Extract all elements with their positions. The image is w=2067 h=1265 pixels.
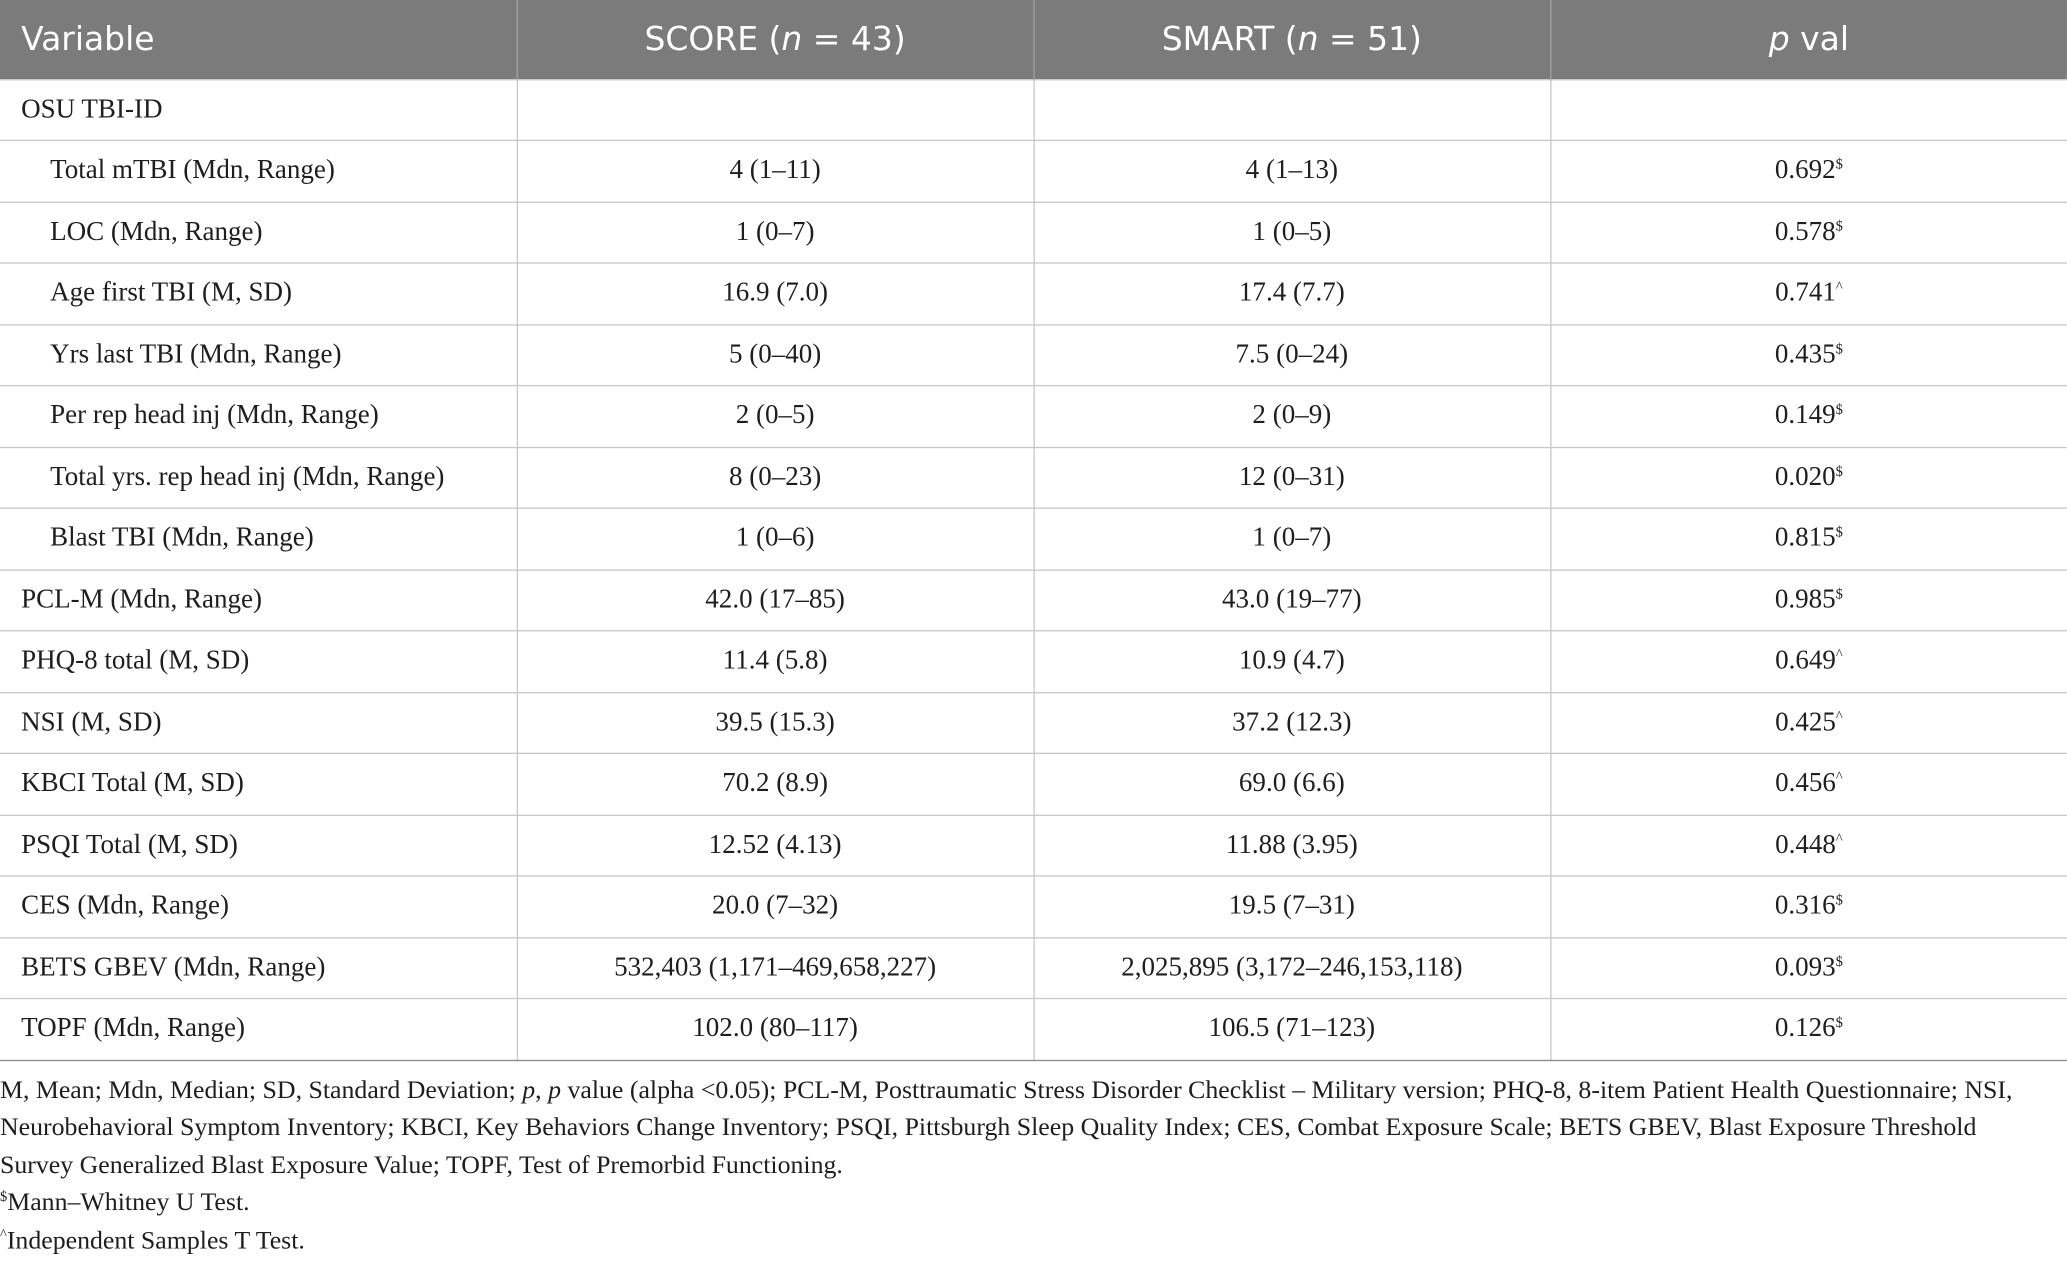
cell-variable: Total yrs. rep head inj (Mdn, Range) [0,447,517,508]
pval-value: 0.985 [1774,584,1836,614]
pval-mark: ^ [1835,279,1843,296]
cell-score: 1 (0–6) [517,508,1034,569]
cell-pval [1550,79,2067,140]
pval-mark: ^ [1835,831,1843,848]
cell-score: 102.0 (80–117) [517,999,1034,1060]
cell-variable: CES (Mdn, Range) [0,876,517,937]
cell-pval [1550,569,2067,630]
cell-score: 4 (1–11) [517,140,1034,201]
table-body [0,79,2067,1060]
table-row [0,753,2067,814]
table-row [0,79,2067,140]
cell-score: 16.9 (7.0) [517,263,1034,324]
pval-value: 0.425 [1775,707,1836,737]
cell-smart: 4 (1–13) [1033,140,1550,201]
cell-smart [1033,79,1550,140]
header-score-name: SCORE ( [644,20,782,59]
cell-variable: LOC (Mdn, Range) [0,202,517,263]
cell-smart: 1 (0–7) [1033,508,1550,569]
pval-mark: ^ [1835,647,1843,664]
cell-score: 70.2 (8.9) [517,753,1034,814]
table-row [0,876,2067,937]
cell-score: 20.0 (7–32) [517,876,1034,937]
t-test-text: Independent Samples T Test. [6,1226,305,1255]
pval-value: 0.316 [1774,891,1836,921]
cell-score: 532,403 (1,171–469,658,227) [517,937,1034,998]
pval-value: 0.093 [1774,952,1836,982]
pval-mark: $ [1835,402,1843,419]
cell-smart: 43.0 (19–77) [1033,569,1550,630]
table-row [0,447,2067,508]
abbrev-comma: , [535,1076,549,1104]
pval-value: 0.815 [1774,523,1836,553]
cell-score: 12.52 (4.13) [517,815,1034,876]
cell-pval [1550,324,2067,385]
table-row [0,692,2067,753]
cell-smart: 2 (0–9) [1033,386,1550,447]
t-test-note [0,1223,2054,1261]
cell-smart: 12 (0–31) [1033,447,1550,508]
pval-mark: ^ [1835,770,1843,786]
cell-pval [1550,386,2067,447]
table-row [0,386,2067,447]
header-score-count: = 43) [802,20,906,59]
abbreviations-note [0,1072,2054,1185]
cell-smart: 69.0 (6.6) [1033,753,1550,814]
cell-variable: Yrs last TBI (Mdn, Range) [0,324,517,385]
cell-smart: 1 (0–5) [1033,202,1550,263]
pval-mark: ^ [1835,708,1843,725]
cell-pval [1550,631,2067,692]
cell-variable: PSQI Total (M, SD) [0,815,517,876]
table-row [0,263,2067,324]
table-row [0,324,2067,385]
pval-mark: $ [1835,524,1843,541]
cell-pval [1550,753,2067,814]
cell-smart: 10.9 (4.7) [1033,631,1550,692]
cell-score: 42.0 (17–85) [517,569,1034,630]
cell-variable: Per rep head inj (Mdn, Range) [0,386,517,447]
table-row [0,999,2067,1060]
cell-variable: PCL-M (Mdn, Range) [0,569,517,630]
abbrev-p-1: p [522,1076,536,1104]
pval-value: 0.741 [1775,278,1836,308]
cell-smart: 37.2 (12.3) [1033,692,1550,753]
pval-value: 0.649 [1775,646,1836,676]
header-row [0,0,2067,79]
t-test-mark: ^ [0,1226,7,1243]
cell-score: 5 (0–40) [517,324,1034,385]
cell-smart: 17.4 (7.7) [1033,263,1550,324]
mann-whitney-note [0,1185,2054,1223]
header-score-n: n [781,20,803,59]
header-pval [1550,0,2067,79]
pval-mark: $ [1835,463,1843,480]
cell-variable: Age first TBI (M, SD) [0,263,517,324]
cell-score: 8 (0–23) [517,447,1034,508]
cell-pval [1550,263,2067,324]
table-footnotes [0,1060,2067,1260]
cell-pval [1550,692,2067,753]
cell-pval [1550,999,2067,1060]
pval-mark: $ [1835,954,1843,970]
cell-score: 11.4 (5.8) [517,631,1034,692]
pval-mark: $ [1835,157,1843,174]
cell-variable: PHQ-8 total (M, SD) [0,631,517,692]
cell-pval [1550,937,2067,998]
cell-variable: Blast TBI (Mdn, Range) [0,508,517,569]
pval-mark: $ [1835,586,1843,603]
pval-value: 0.149 [1774,401,1836,431]
abbrev-text-1: M, Mean; Mdn, Median; SD, Standard Deviation; [0,1076,523,1104]
cell-smart: 19.5 (7–31) [1033,876,1550,937]
pval-value: 0.578 [1774,217,1836,247]
table-row [0,937,2067,998]
cell-variable: TOPF (Mdn, Range) [0,999,517,1060]
cell-pval [1550,815,2067,876]
header-variable [0,0,517,79]
header-smart-name: SMART ( [1161,20,1298,59]
table-row [0,202,2067,263]
header-pval-rest: val [1789,20,1850,59]
pval-value: 0.126 [1774,1014,1836,1044]
pval-mark: $ [1835,218,1843,235]
mann-whitney-text: Mann–Whitney U Test. [7,1189,250,1217]
pval-value: 0.020 [1774,462,1836,492]
pval-mark: $ [1835,341,1843,357]
cell-smart: 106.5 (71–123) [1033,999,1550,1060]
cell-variable: KBCI Total (M, SD) [0,753,517,814]
pval-value: 0.456 [1775,768,1836,798]
cell-pval [1550,508,2067,569]
table-row [0,631,2067,692]
cell-pval [1550,140,2067,201]
cell-score: 39.5 (15.3) [517,692,1034,753]
header-smart-n: n [1297,20,1319,59]
cell-score: 1 (0–7) [517,202,1034,263]
header-smart [1033,0,1550,79]
cell-score: 2 (0–5) [517,386,1034,447]
cell-smart: 11.88 (3.95) [1033,815,1550,876]
cell-variable: NSI (M, SD) [0,692,517,753]
cell-variable: OSU TBI-ID [0,79,517,140]
table-row [0,815,2067,876]
cell-pval [1550,202,2067,263]
abbrev-text-2: value (alpha <0.05); PCL-M, Posttraumatic Stress Disorder Checklist – Military version; PHQ-8, 8-item Patient Health Questionnaire; NSI, Neurobehavioral Symptom Inventory; KBCI, Key Behaviors Change Inventory; PSQI, Pittsburgh Sleep Quality Index; CES, Combat Exposure Scale; BETS GBEV, Blast Exposure Threshold Survey Generalized Blast Exposure Value; TOPF, Test of Premorbid Functioning. [0,1076,2013,1180]
mann-whitney-mark: $ [0,1189,8,1205]
cell-pval [1550,876,2067,937]
pval-value: 0.435 [1774,339,1836,369]
header-score [517,0,1034,79]
table-row [0,140,2067,201]
header-pval-p: p [1768,20,1790,59]
header-smart-count: = 51) [1318,20,1422,59]
abbrev-p-2: p [548,1076,561,1104]
header-variable-label: Variable [21,20,155,59]
cell-pval [1550,447,2067,508]
pval-value: 0.448 [1775,830,1836,860]
table-header [0,0,2067,79]
cell-smart: 2,025,895 (3,172–246,153,118) [1033,937,1550,998]
pval-mark: $ [1835,892,1843,909]
cell-variable: Total mTBI (Mdn, Range) [0,140,517,201]
pval-value: 0.692 [1774,155,1836,185]
cell-smart: 7.5 (0–24) [1033,324,1550,385]
table-row [0,569,2067,630]
cell-variable: BETS GBEV (Mdn, Range) [0,937,517,998]
cell-score [517,79,1034,140]
pval-mark: $ [1835,1015,1843,1032]
table-row [0,508,2067,569]
